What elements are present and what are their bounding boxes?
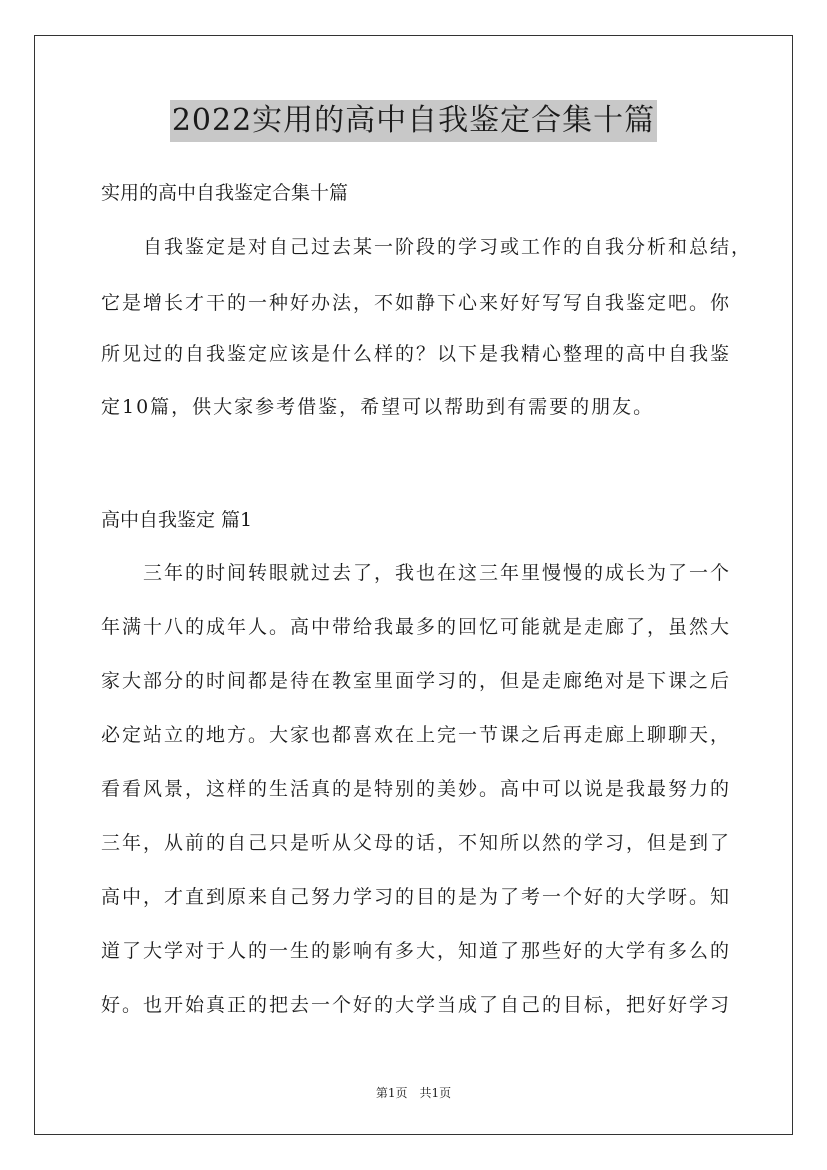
section-line-4: 必定站立的地方。大家也都喜欢在上完一节课之后再走廊上聊聊天， bbox=[101, 724, 732, 746]
intro-line-1: 自我鉴定是对自己过去某一阶段的学习或工作的自我分析和总结， bbox=[101, 236, 753, 258]
section-line-2: 年满十八的成年人。高中带给我最多的回忆可能就是走廊了，虽然大 bbox=[101, 616, 732, 638]
page-footer: 第1页 共1页 bbox=[375, 1086, 452, 1100]
intro-line-3: 所见过的自我鉴定应该是什么样的？以下是我精心整理的高中自我鉴 bbox=[101, 343, 732, 365]
section-line-6: 三年，从前的自己只是听从父母的话，不知所以然的学习，但是到了 bbox=[101, 832, 732, 854]
section-line-3: 家大部分的时间都是待在教室里面学习的，但是走廊绝对是下课之后 bbox=[101, 670, 732, 692]
section-line-9: 好。也开始真正的把去一个好的大学当成了自己的目标，把好好学习 bbox=[101, 994, 732, 1016]
document-title-text: 2022实用的高中自我鉴定合集十篇 bbox=[170, 100, 657, 142]
document-subtitle: 实用的高中自我鉴定合集十篇 bbox=[101, 182, 349, 204]
intro-line-4: 定10篇，供大家参考借鉴，希望可以帮助到有需要的朋友。 bbox=[101, 396, 655, 418]
section-line-7: 高中，才直到原来自己努力学习的目的是为了考一个好的大学呀。知 bbox=[101, 886, 732, 908]
document-title bbox=[0, 100, 827, 142]
section-line-8: 道了大学对于人的一生的影响有多大，知道了那些好的大学有多么的 bbox=[101, 940, 732, 962]
intro-line-2: 它是增长才干的一种好办法，不如静下心来好好写写自我鉴定吧。你 bbox=[101, 292, 732, 314]
section-line-1: 三年的时间转眼就过去了，我也在这三年里慢慢的成长为了一个 bbox=[101, 562, 732, 584]
section-heading: 高中自我鉴定 篇1 bbox=[101, 509, 253, 531]
section-line-5: 看看风景，这样的生活真的是特别的美妙。高中可以说是我最努力的 bbox=[101, 778, 732, 800]
